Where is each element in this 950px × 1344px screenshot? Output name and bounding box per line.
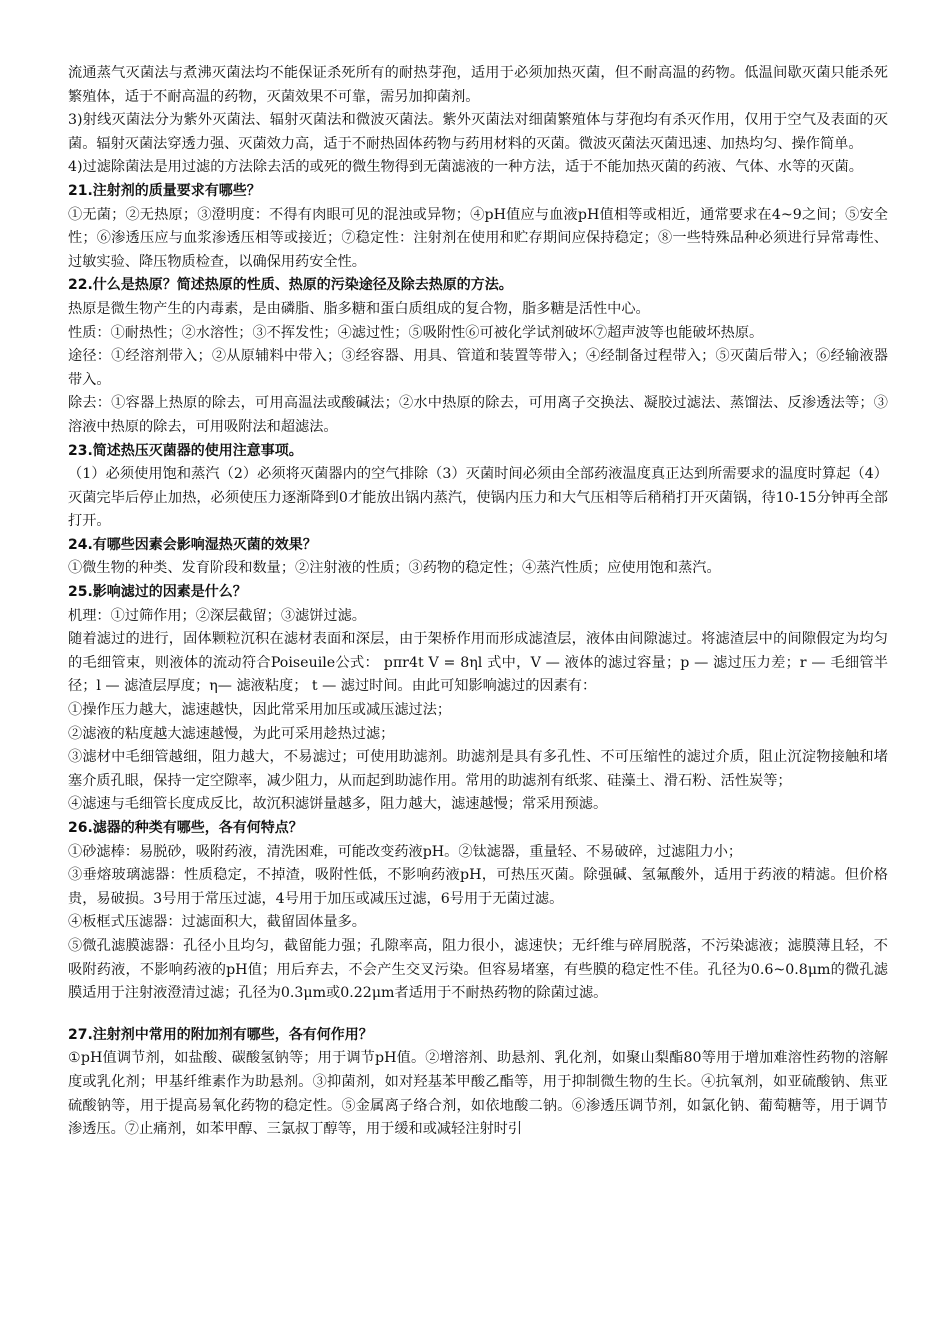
section-heading: 25.影响滤过的因素是什么？ <box>68 584 247 601</box>
body-paragraph: ⑤微孔滤膜滤器：孔径小且均匀，截留能力强；孔隙率高，阻力很小，滤速快；无纤维与碎屑脱落，不污染滤液；滤膜薄且轻，不吸附药液，不影响药液的pH值；用后弃去，不会产生交叉污染。但容易堵塞，有些膜的稳定性不佳。孔径为0.6~0.8μm的微孔滤膜适用于注射液澄清过滤；孔径为0.3μm或0.22μm者适用于不耐热药物的除菌过滤。 <box>68 937 888 1002</box>
body-paragraph: ②滤液的粘度越大滤速越慢，为此可采用趁热过滤； <box>68 725 395 742</box>
body-paragraph: 4)过滤除菌法是用过滤的方法除去活的或死的微生物得到无菌滤液的一种方法，适于不能加热灭菌的药液、气体、水等的灭菌。 <box>68 159 863 176</box>
section-heading: 23.简述热压灭菌器的使用注意事项。 <box>68 442 303 459</box>
body-paragraph: 流通蒸气灭菌法与煮沸灭菌法均不能保证杀死所有的耐热芽孢，适用于必须加热灭菌，但不耐高温的药物。低温间歇灭菌只能杀死繁殖体，适于不耐高温的药物，灭菌效果不可靠，需另加抑菌剂。 <box>68 65 888 105</box>
section-heading: 22.什么是热原？简述热原的性质、热原的污染途径及除去热原的方法。 <box>68 277 513 294</box>
body-paragraph: 除去：①容器上热原的除去，可用高温法或酸碱法；②水中热原的除去，可用离子交换法、凝胶过滤法、蒸馏法、反渗透法等；③溶液中热原的除去，可用吸附法和超滤法。 <box>68 395 888 435</box>
body-paragraph: 机理：①过筛作用；②深层截留；③滤饼过滤。 <box>68 607 366 624</box>
body-paragraph: ③垂熔玻璃滤器：性质稳定，不掉渣，吸附性低，不影响药液pH，可热压灭菌。除强碱、氢氟酸外，适用于药液的精滤。但价格贵，易破损。3号用于常压过滤，4号用于加压或减压过滤，6号用于无菌过滤。 <box>68 867 888 907</box>
body-paragraph: 热原是微生物产生的内毒素，是由磷脂、脂多糖和蛋白质组成的复合物，脂多糖是活性中心。 <box>68 300 650 317</box>
body-paragraph: ①操作压力越大，滤速越快，因此常采用加压或减压滤过法； <box>68 702 452 719</box>
section-heading: 21.注射剂的质量要求有哪些？ <box>68 182 261 199</box>
body-paragraph: （1）必须使用饱和蒸汽（2）必须将灭菌器内的空气排除（3）灭菌时间必须由全部药液温度真正达到所需要求的温度时算起（4）灭菌完毕后停止加热，必须使压力逐渐降到0才能放出锅内蒸汽，使锅内压力和大气压相等后稍稍打开灭菌锅，待10-15分钟再全部打开。 <box>68 466 888 530</box>
body-paragraph: ③滤材中毛细管越细，阻力越大，不易滤过；可使用助滤剂。助滤剂是具有多孔性、不可压缩性的滤过介质，阻止沉淀物接触和堵塞介质孔眼，保持一定空隙率，减少阻力，从而起到助滤作用。常用的助滤剂有纸浆、硅藻土、滑石粉、活性炭等； <box>68 749 888 789</box>
body-paragraph: 3)射线灭菌法分为紫外灭菌法、辐射灭菌法和微波灭菌法。紫外灭菌法对细菌繁殖体与芽孢均有杀灭作用，仅用于空气及表面的灭菌。辐射灭菌法穿透力强、灭菌效力高，适于不耐热固体药物与药用材料的灭菌。微波灭菌法灭菌迅速、加热均匀、操作简单。 <box>68 112 888 152</box>
body-paragraph: 随着滤过的进行，固体颗粒沉积在滤材表面和深层，由于架桥作用而形成滤渣层，液体由间隙滤过。将滤渣层中的间隙假定为均匀的毛细管束，则液体的流动符合Poiseuile公式： pπr4t V = 8ηl 式中，V — 液体的滤过容量；p — 滤过压力差；r — 毛细管半径；l — 滤渣层厚度；η— 滤液粘度； t — 滤过时间。由此可知影响滤过的因素有： <box>68 631 888 695</box>
body-paragraph: ④板框式压滤器：过滤面积大，截留固体量多。 <box>68 914 366 931</box>
body-paragraph: ①pH值调节剂，如盐酸、碳酸氢钠等；用于调节pH值。②增溶剂、助悬剂、乳化剂，如聚山梨酯80等用于增加难溶性药物的溶解度或乳化剂；甲基纤维素作为助悬剂。③抑菌剂，如对羟基苯甲酸乙酯等，用于抑制微生物的生长。④抗氧剂，如亚硫酸钠、焦亚硫酸钠等，用于提高易氧化药物的稳定性。⑤金属离子络合剂，如依地酸二钠。⑥渗透压调节剂，如氯化钠、葡萄糖等，用于调节渗透压。⑦止痛剂，如苯甲醇、三氯叔丁醇等，用于缓和或减轻注射时引 <box>68 1050 888 1138</box>
section-heading: 24.有哪些因素会影响湿热灭菌的效果？ <box>68 536 317 553</box>
section-heading: 26.滤器的种类有哪些，各有何特点？ <box>68 820 303 836</box>
section-heading: 27.注射剂中常用的附加剂有哪些，各有何作用？ <box>68 1026 373 1043</box>
body-paragraph: ④滤速与毛细管长度成反比，故沉积滤饼量越多，阻力越大，滤速越慢；常采用预滤。 <box>68 796 608 813</box>
body-paragraph: ①无菌；②无热原；③澄明度：不得有肉眼可见的混浊或异物；④pH值应与血液pH值相等或相近，通常要求在4~9之间；⑤安全性；⑥渗透压应与血浆渗透压相等或接近；⑦稳定性：注射剂在使用和贮存期间应保持稳定；⑧一些特殊品种必须进行异常毒性、过敏实验、降压物质检查，以确保用药安全性。 <box>68 206 888 270</box>
body-paragraph: ①微生物的种类、发育阶段和数量；②注射液的性质；③药物的稳定性；④蒸汽性质；应使用饱和蒸汽。 <box>68 560 721 577</box>
body-paragraph: 性质：①耐热性；②水溶性；③不挥发性；④滤过性；⑤吸附性⑥可被化学试剂破坏⑦超声波等也能破坏热原。 <box>68 324 764 341</box>
body-paragraph: 途径：①经溶剂带入；②从原辅料中带入；③经容器、用具、管道和装置等带入；④经制备过程带入；⑤灭菌后带入；⑥经输液器带入。 <box>68 348 888 388</box>
body-paragraph: ①砂滤棒：易脱砂，吸附药液，清洗困难，可能改变药液pH。②钛滤器，重量轻、不易破碎，过滤阻力小； <box>68 843 743 860</box>
